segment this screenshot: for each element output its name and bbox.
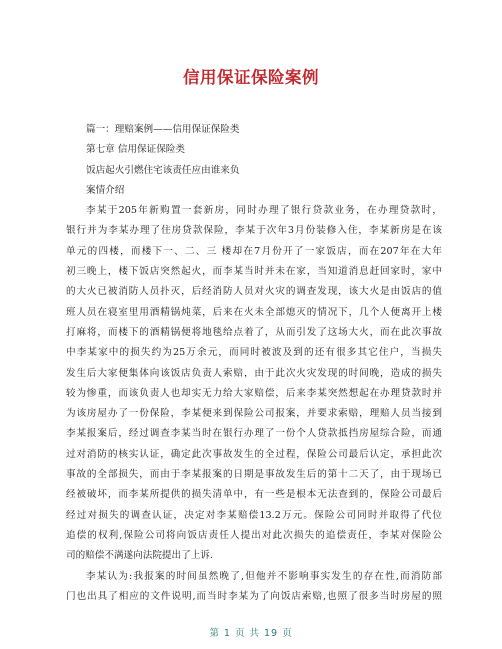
text-line: 案情介绍 bbox=[86, 184, 125, 196]
text-line: 班人员在寝室里用酒精锅炖菜，后来在火未全部熄灭的情况下，几个人便离开上楼 bbox=[66, 306, 442, 318]
text-line: 李某报案后，经过调查李某当时在银行办理了一份个人贷款抵挡房屋综合险，而通 bbox=[66, 428, 442, 440]
page-number-footer: 第 1 页 共 19 页 bbox=[209, 628, 293, 639]
text-line: 李某认为:我报案的时间虽然晚了,但他并不影响事实发生的存在性,而消防部 bbox=[86, 570, 442, 582]
text-line: 打麻将，而楼下的酒精锅便将地毯给点着了，从而引发了这场大火，而在此次事故 bbox=[66, 326, 442, 338]
text-line: 单元的四楼，而楼下一、二、三 楼却在7月份开了一家饭店，而在207年在大年 bbox=[66, 245, 442, 257]
text-line: 第七章 信用保证保险类 bbox=[86, 144, 185, 156]
text-line: 初三晚上，楼下饭店突然起火，而李某当时并未在家，当知道消息赶回家时，家中 bbox=[66, 266, 442, 278]
text-line: 追偿的权利,保险公司将向饭店责任人提出对此次损失的追偿责任，李某对保险公 bbox=[66, 529, 442, 541]
text-line: 事故的全部损失，而由于李某报案的日期是事故发生后的第十二天了，由于现场已 bbox=[66, 469, 442, 481]
text-line: 司的赔偿不满遂向法院提出了上诉. bbox=[66, 550, 213, 562]
text-line: 篇一：理赔案例——信用保证保险类 bbox=[86, 124, 240, 135]
text-line: 银行并为李某办理了住房贷款保险，李某于次年3月份装修入住，李某新房是在该 bbox=[66, 225, 442, 237]
text-line: 李某于205年新购置一套新房，同时办理了银行贷款业务，在办理贷款时， bbox=[86, 205, 442, 217]
text-line: 经过对损失的调查认证，决定对李某赔偿13.2万元。保险公司同时并取得了代位 bbox=[66, 509, 442, 521]
document-title: 信用保证保险案例 bbox=[183, 68, 319, 87]
text-line: 发生后大家便集体向该饭店负责人索赔，由于此次火灾发现的时间晚，造成的损失 bbox=[66, 367, 442, 379]
text-line: 为该房屋办了一份保险，李某便来到保险公司报案，并要求索赔，理赔人员当接到 bbox=[66, 408, 442, 420]
text-line: 经被破坏，而李某所提供的损失清单中，有一些是根本无法查到的，保险公司最后 bbox=[66, 489, 442, 501]
text-line: 中李某家中的损失约为25万余元，而同时被波及到的还有很多其它住户，当损失 bbox=[66, 347, 442, 359]
text-line: 的大火已被消防人员扑灭，后经消防人员对火灾的调查发现，该大火是由饭店的值 bbox=[66, 286, 442, 298]
text-line: 饭店起火引燃住宅该责任应由谁来负 bbox=[86, 164, 240, 176]
text-line: 较为惨重，而该负责人也却实无力给大家赔偿，后来李某突然想起在办理贷款时并 bbox=[66, 387, 442, 399]
text-line: 过对消防的核实认证，确定此次事故发生的全过程，保险公司最后认定，承担此次 bbox=[66, 448, 442, 460]
text-line: 门也出具了相应的文件说明,而当时李某为了向饭店索赔,也照了很多当时房屋的照 bbox=[66, 590, 442, 602]
document-body bbox=[66, 120, 442, 607]
